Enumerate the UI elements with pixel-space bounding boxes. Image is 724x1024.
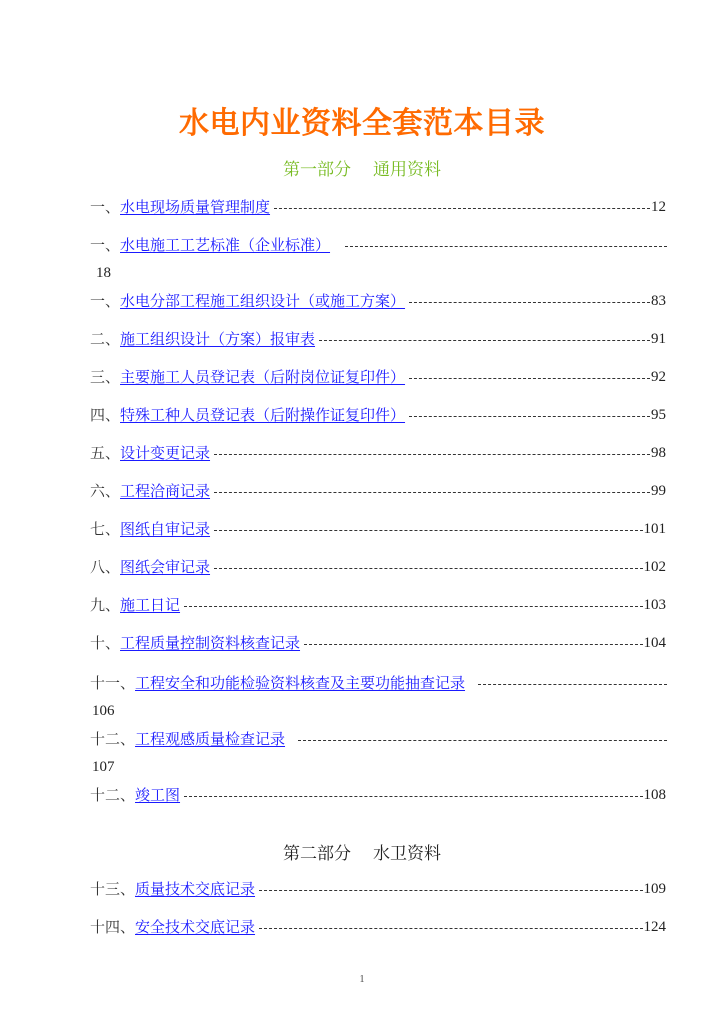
toc-entry [90,672,668,694]
toc-entry [90,404,666,426]
toc-page-number: 104 [643,635,666,651]
toc-page-number: 99 [651,483,666,499]
dot-leader [214,480,650,502]
dot-leader [184,594,642,616]
toc-link[interactable]: 工程洽商记录 [120,482,211,500]
toc-link[interactable]: 施工日记 [120,596,181,614]
toc-entry [90,442,666,464]
toc-number: 一、 [90,292,121,310]
toc-number: 八、 [90,558,121,576]
dot-leader [184,784,642,806]
toc-page-number: 108 [643,787,666,803]
toc-number: 二、 [90,330,121,348]
toc-page-number: 95 [651,407,666,423]
toc-entry [90,290,666,312]
dot-leader [409,366,650,388]
toc-link[interactable]: 图纸自审记录 [120,520,211,538]
toc-number: 一、 [90,236,121,254]
toc-page-number: 101 [643,521,666,537]
toc-number: 六、 [90,482,121,500]
dot-leader [319,328,650,350]
toc-link[interactable]: 安全技术交底记录 [135,918,256,936]
toc-page-number: 102 [643,559,666,575]
toc-link[interactable]: 质量技术交底记录 [135,880,256,898]
toc-link[interactable]: 特殊工种人员登记表（后附操作证复印件） [120,406,406,424]
toc-page-number: 91 [651,331,666,347]
toc-page-number: 92 [651,369,666,385]
toc-number: 五、 [90,444,121,462]
toc-link[interactable]: 图纸会审记录 [120,558,211,576]
toc-entry [90,784,666,806]
toc-link[interactable]: 施工组织设计（方案）报审表 [120,330,316,348]
toc-entry [90,234,668,256]
toc-link[interactable]: 水电现场质量管理制度 [120,198,271,216]
toc-entry [90,366,666,388]
toc-number: 十三、 [90,880,136,898]
dot-leader [214,556,642,578]
dot-leader [478,672,667,694]
toc-link[interactable]: 工程安全和功能检验资料核查及主要功能抽查记录 [135,674,466,692]
toc-entry [90,728,668,750]
part2-heading-right: 水卫资料 [373,844,441,864]
toc-link[interactable]: 水电分部工程施工组织设计（或施工方案） [120,292,406,310]
toc-link[interactable]: 竣工图 [135,786,181,804]
toc-page-number: 103 [643,597,666,613]
toc-number: 七、 [90,520,121,538]
dot-leader [214,442,650,464]
toc-number: 四、 [90,406,121,424]
dot-leader [274,196,650,218]
toc-entry [90,556,666,578]
dot-leader [345,234,667,256]
toc-number: 九、 [90,596,121,614]
toc-page-number: 124 [643,919,666,935]
toc-entry [90,328,666,350]
dot-leader [304,632,642,654]
document-title: 水电内业资料全套范本目录 [179,106,545,141]
dot-leader [409,290,650,312]
toc-entry [90,916,666,938]
toc-page-number: 106 [92,703,115,719]
page-number: 1 [359,974,365,985]
dot-leader [409,404,650,426]
toc-number: 一、 [90,198,121,216]
toc-page-number: 12 [651,199,666,215]
toc-link[interactable]: 设计变更记录 [120,444,211,462]
toc-entry [90,518,666,540]
toc-number: 三、 [90,368,121,386]
dot-leader [214,518,642,540]
toc-number: 十二、 [90,730,136,748]
toc-page-number: 83 [651,293,666,309]
toc-link[interactable]: 工程质量控制资料核查记录 [120,634,301,652]
part2-heading-left: 第二部分 [283,844,351,864]
toc-number: 十、 [90,634,121,652]
dot-leader [259,916,642,938]
toc-page-number: 18 [96,265,111,281]
toc-entry [90,480,666,502]
dot-leader [259,878,642,900]
part1-heading-right: 通用资料 [373,160,441,180]
toc-link[interactable]: 水电施工工艺标准（企业标准） [120,236,331,254]
toc-page-number: 107 [92,759,115,775]
toc-link[interactable]: 主要施工人员登记表（后附岗位证复印件） [120,368,406,386]
part1-heading [0,158,724,182]
toc-number: 十四、 [90,918,136,936]
toc-number: 十一、 [90,674,136,692]
toc-link[interactable]: 工程观感质量检查记录 [135,730,286,748]
part2-heading [0,842,724,866]
dot-leader [298,728,667,750]
toc-entry [90,196,666,218]
part1-heading-left: 第一部分 [283,160,351,180]
toc-page-number: 98 [651,445,666,461]
toc-number: 十二、 [90,786,136,804]
toc-entry [90,878,666,900]
toc-page-number: 109 [643,881,666,897]
toc-entry [90,594,666,616]
toc-entry [90,632,666,654]
